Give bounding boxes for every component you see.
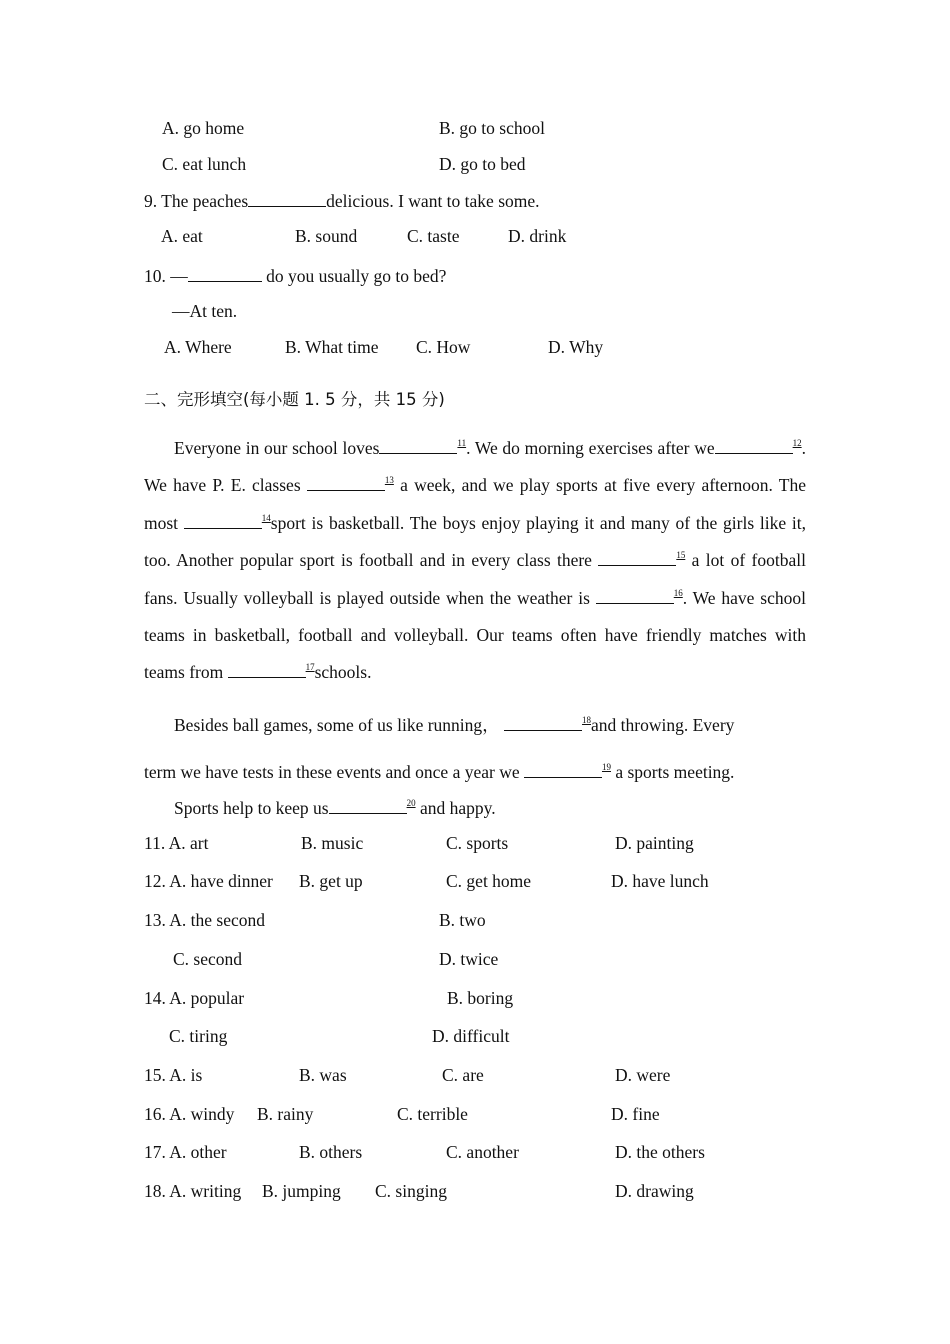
- blank-11: [379, 436, 457, 454]
- q9-option-a: A. eat: [161, 226, 203, 246]
- q9-stem-before: 9. The peaches: [144, 191, 249, 211]
- p2-text-1: Besides ball games, some of us like running，: [174, 715, 500, 735]
- q10-stem-after: do you usually go to bed?: [261, 266, 447, 286]
- q9-option-d: D. drink: [508, 226, 567, 246]
- blank-17: [228, 660, 306, 678]
- q8-option-c: C. eat lunch: [162, 154, 247, 174]
- q12-option-d: D. have lunch: [611, 871, 709, 891]
- blank-number-18: 18: [582, 715, 592, 725]
- q13-option-b: B. two: [439, 910, 486, 930]
- q16-option-d: D. fine: [611, 1104, 660, 1124]
- passage-paragraph-2-line-1: [144, 713, 806, 736]
- q13-option-d: D. twice: [439, 949, 499, 969]
- p3-text-2: and happy.: [415, 798, 496, 818]
- blank-number-14: 14: [261, 512, 271, 523]
- q10-option-b: B. What time: [285, 337, 379, 357]
- q8-option-a: A. go home: [162, 118, 245, 138]
- q17-option-c: C. another: [446, 1142, 519, 1162]
- q11-option-d: D. painting: [615, 833, 694, 853]
- q9-option-b: B. sound: [295, 226, 358, 246]
- section2-heading: 二、完形填空(每小题 1. 5 分，共 15 分): [144, 390, 445, 409]
- q9-blank: [248, 189, 326, 207]
- passage-paragraph-1: [144, 430, 806, 692]
- q10-blank: [188, 264, 262, 282]
- q15-option-d: D. were: [615, 1065, 671, 1085]
- p2-text-2: and throwing. Every: [591, 715, 735, 735]
- p1-text-6: a lot of football fans. Usually volleyball is played outside when the weather is: [144, 550, 806, 608]
- q15-option-c: C. are: [442, 1065, 484, 1085]
- p1-text-3: . We have P. E. classes: [144, 438, 806, 496]
- blank-number-11: 11: [457, 438, 467, 448]
- q18-option-b: B. jumping: [262, 1181, 341, 1201]
- q10-stem: [144, 264, 446, 287]
- q13-option-c: C. second: [173, 949, 243, 969]
- q10-option-a: A. Where: [164, 337, 232, 357]
- p2-text-3: term we have tests in these events and once a year we: [144, 762, 524, 782]
- p3-text-1: Sports help to keep us: [174, 798, 329, 818]
- blank-number-20: 20: [406, 798, 416, 808]
- q12-option-a: 12. A. have dinner: [144, 871, 273, 891]
- q15-option-b: B. was: [299, 1065, 347, 1085]
- q11-option-c: C. sports: [446, 833, 509, 853]
- q11-option-a: 11. A. art: [144, 833, 209, 853]
- q9-stem-after: delicious. I want to take some.: [326, 191, 540, 211]
- blank-number-13: 13: [384, 475, 394, 486]
- p1-text-8: schools.: [314, 662, 372, 683]
- q9-option-c: C. taste: [407, 226, 460, 246]
- q8-option-b: B. go to school: [439, 118, 545, 138]
- q14-option-b: B. boring: [447, 988, 514, 1008]
- q14-option-a: 14. A. popular: [144, 988, 245, 1008]
- q10-stem-before: 10. —: [144, 266, 188, 286]
- q18-option-c: C. singing: [375, 1181, 447, 1201]
- q10-option-c: C. How: [416, 337, 471, 357]
- q8-option-d: D. go to bed: [439, 154, 526, 174]
- q10-option-d: D. Why: [548, 337, 604, 357]
- q17-option-d: D. the others: [615, 1142, 705, 1162]
- q18-option-d: D. drawing: [615, 1181, 694, 1201]
- q17-option-b: B. others: [299, 1142, 363, 1162]
- passage-paragraph-3: [174, 796, 496, 819]
- q10-answer-line: —At ten.: [172, 301, 238, 321]
- q14-option-d: D. difficult: [432, 1026, 510, 1046]
- blank-number-12: 12: [792, 438, 802, 448]
- blank-15: [598, 548, 676, 566]
- q12-option-c: C. get home: [446, 871, 532, 891]
- blank-20: [329, 796, 407, 814]
- blank-number-17: 17: [305, 662, 315, 673]
- q16-option-b: B. rainy: [257, 1104, 314, 1124]
- q17-option-a: 17. A. other: [144, 1142, 227, 1162]
- q9-stem: [144, 189, 540, 212]
- q14-option-c: C. tiring: [169, 1026, 228, 1046]
- passage-paragraph-2-line-2: [144, 760, 734, 783]
- blank-16: [596, 586, 674, 604]
- q12-option-b: B. get up: [299, 871, 363, 891]
- blank-13: [307, 473, 385, 491]
- p1-text-2: . We do morning exercises after we: [466, 438, 715, 458]
- q16-option-a: 16. A. windy: [144, 1104, 235, 1124]
- p1-text-7: . We have school teams in basketball, football and volleyball. Our teams often have friendly matches with teams from: [144, 587, 806, 683]
- q18-option-a: 18. A. writing: [144, 1181, 242, 1201]
- p1-text-5: sport is basketball. The boys enjoy playing it and many of the girls like it, too. Another popular sport is football and in every class there: [144, 512, 806, 571]
- q16-option-c: C. terrible: [397, 1104, 468, 1124]
- blank-number-15: 15: [676, 550, 686, 561]
- q15-option-a: 15. A. is: [144, 1065, 203, 1085]
- blank-19: [524, 760, 602, 778]
- blank-18: [504, 713, 582, 731]
- blank-14: [184, 511, 262, 529]
- blank-number-16: 16: [673, 587, 683, 598]
- p2-text-4: a sports meeting.: [610, 762, 735, 782]
- q11-option-b: B. music: [301, 833, 364, 853]
- blank-number-19: 19: [601, 762, 611, 772]
- blank-12: [715, 436, 793, 454]
- p1-text-1: Everyone in our school loves: [174, 438, 380, 458]
- q13-option-a: 13. A. the second: [144, 910, 266, 930]
- p1-text-4: a week, and we play sports at five every afternoon. The most: [144, 475, 806, 533]
